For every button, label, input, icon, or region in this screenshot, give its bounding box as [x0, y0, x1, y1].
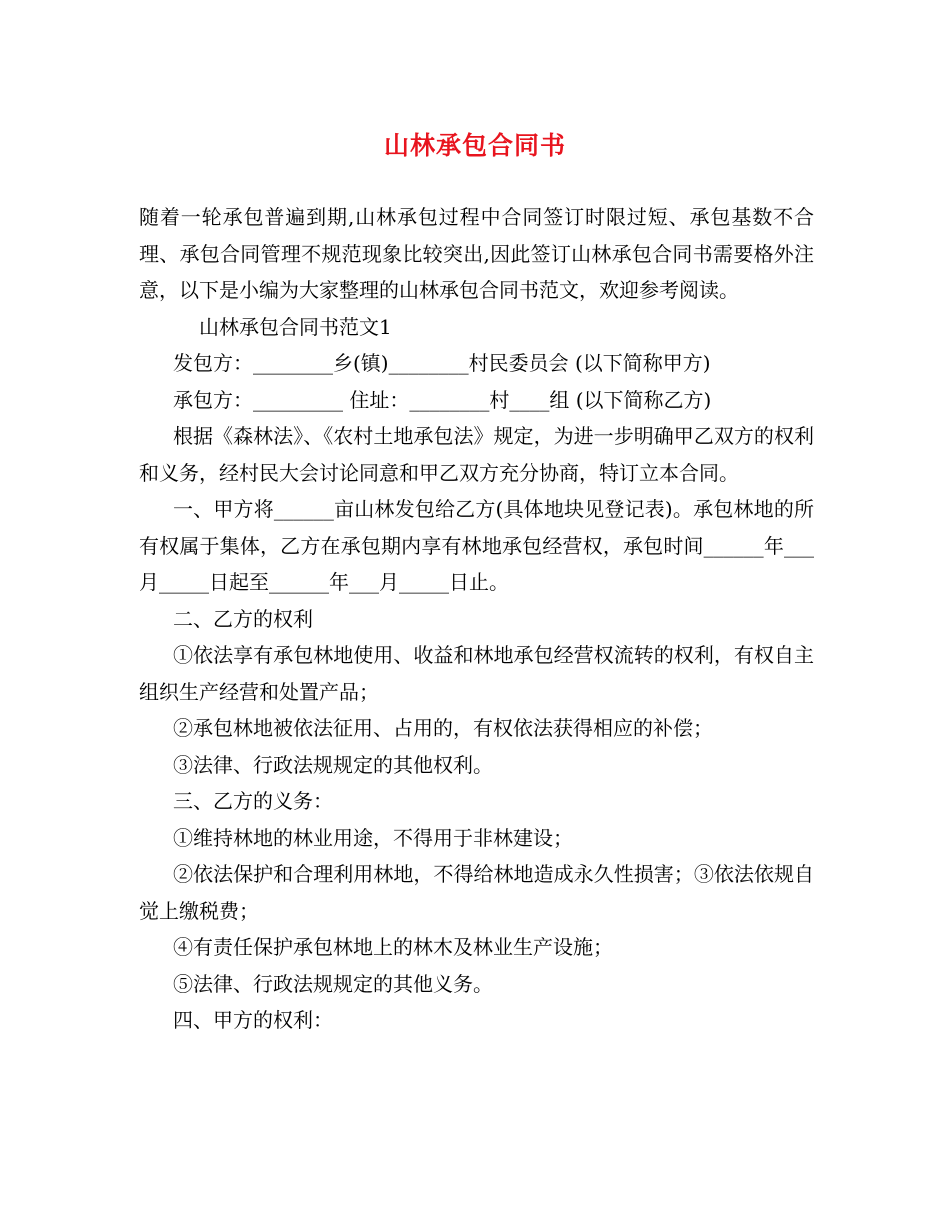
document-title: 山林承包合同书	[383, 131, 566, 160]
party-b-line: 承包方：_________ 住址：________村____组 (以下简称乙方)	[173, 387, 712, 412]
section-heading-a-rights: 四、甲方的权利：	[173, 1008, 333, 1032]
preamble-paragraph: 根据《森林法》、《农村土地承包法》规定，为进一步明确甲乙双方的权利和义务，经村民大会讨论同意和甲乙双方充分协商，特订立本合同。	[139, 424, 814, 485]
b-duties-item-1: ①维持林地的林业用途，不得用于非林建设；	[173, 825, 573, 850]
sample-heading: 山林承包合同书范文1	[199, 314, 392, 339]
b-rights-item-2: ②承包林地被依法征用、占用的，有权依法获得相应的补偿；	[173, 716, 713, 740]
b-rights-item-1: ①依法享有承包林地使用、收益和林地承包经营权流转的权利，有权自主组织生产经营和处置产品；	[139, 643, 814, 704]
b-duties-item-4: ④有责任保护承包林地上的林木及林业生产设施；	[173, 935, 613, 959]
document-body	[139, 199, 814, 1039]
clause-one: 一、甲方将______亩山林发包给乙方(具体地块见登记表)。承包林地的所有权属于集体，乙方在承包期内享有林地承包经营权，承包时间______年___月_____日起至______年___月_____日止。	[139, 497, 814, 594]
section-heading-b-duties: 三、乙方的义务：	[173, 789, 333, 813]
section-heading-b-rights: 二、乙方的权利	[173, 606, 313, 631]
b-duties-item-2-3: ②依法保护和合理利用林地，不得给林地造成永久性损害；③依法依规自觉上缴税费；	[139, 862, 814, 923]
b-duties-item-5: ⑤法律、行政法规规定的其他义务。	[173, 971, 493, 996]
b-rights-item-3: ③法律、行政法规规定的其他权利。	[173, 752, 493, 777]
intro-paragraph: 随着一轮承包普遍到期,山林承包过程中合同签订时限过短、承包基数不合理、承包合同管理不规范现象比较突出,因此签订山林承包合同书需要格外注意，以下是小编为大家整理的山林承包合同书范文，欢迎参考阅读。	[139, 205, 814, 302]
party-a-line: 发包方：________乡(镇)________村民委员会 (以下简称甲方)	[173, 351, 711, 375]
